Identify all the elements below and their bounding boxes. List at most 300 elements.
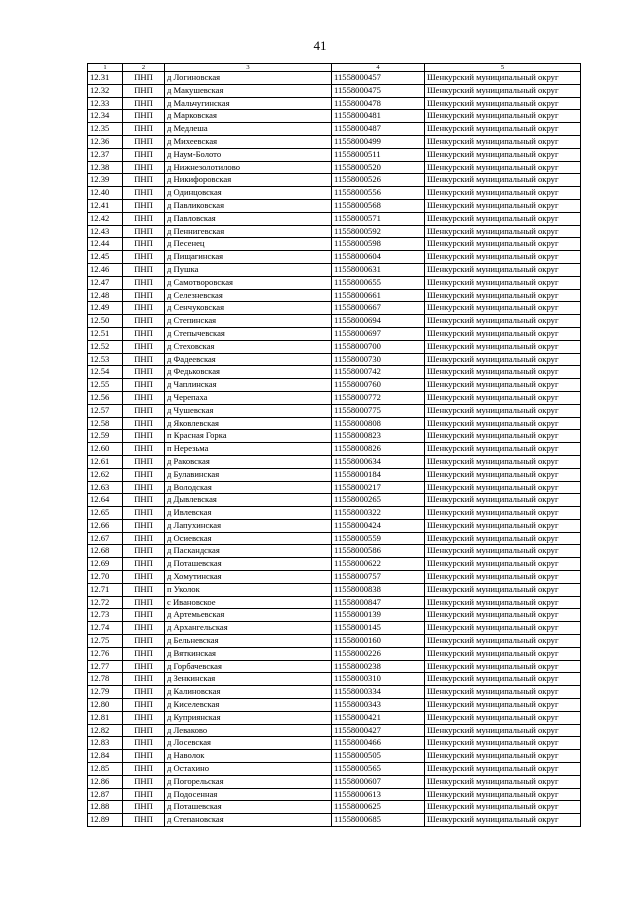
table-row: [88, 148, 581, 161]
settlement-type-cell: ПНП: [123, 545, 165, 558]
row-number-cell: 12.49: [88, 302, 123, 315]
oktmo-code-cell: 11558000775: [332, 404, 425, 417]
district-cell: Шенкурский муниципальный округ: [425, 148, 581, 161]
settlement-name-cell: д Поташевская: [165, 801, 332, 814]
settlement-name-cell: д Марковская: [165, 110, 332, 123]
oktmo-code-cell: 11558000823: [332, 430, 425, 443]
district-cell: Шенкурский муниципальный округ: [425, 187, 581, 200]
settlement-type-cell: ПНП: [123, 455, 165, 468]
settlement-type-cell: ПНП: [123, 443, 165, 456]
district-cell: Шенкурский муниципальный округ: [425, 84, 581, 97]
district-cell: Шенкурский муниципальный округ: [425, 135, 581, 148]
district-cell: Шенкурский муниципальный округ: [425, 353, 581, 366]
row-number-cell: 12.73: [88, 609, 123, 622]
oktmo-code-cell: 11558000604: [332, 251, 425, 264]
oktmo-code-cell: 11558000478: [332, 97, 425, 110]
settlement-type-cell: ПНП: [123, 468, 165, 481]
district-cell: Шенкурский муниципальный округ: [425, 225, 581, 238]
row-number-cell: 12.86: [88, 775, 123, 788]
oktmo-code-cell: 11558000343: [332, 699, 425, 712]
oktmo-code-cell: 11558000613: [332, 788, 425, 801]
district-cell: Шенкурский муниципальный округ: [425, 417, 581, 430]
district-cell: Шенкурский муниципальный округ: [425, 161, 581, 174]
settlement-type-cell: ПНП: [123, 212, 165, 225]
row-number-cell: 12.31: [88, 72, 123, 85]
table-row: [88, 558, 581, 571]
row-number-cell: 12.57: [88, 404, 123, 417]
district-cell: Шенкурский муниципальный округ: [425, 801, 581, 814]
row-number-cell: 12.69: [88, 558, 123, 571]
table-row: [88, 276, 581, 289]
settlement-type-cell: ПНП: [123, 174, 165, 187]
settlement-name-cell: д Наволок: [165, 750, 332, 763]
oktmo-code-cell: 11558000694: [332, 315, 425, 328]
district-cell: Шенкурский муниципальный округ: [425, 199, 581, 212]
settlement-type-cell: ПНП: [123, 788, 165, 801]
settlement-name-cell: д Лосевская: [165, 737, 332, 750]
district-cell: Шенкурский муниципальный округ: [425, 635, 581, 648]
oktmo-code-cell: 11558000571: [332, 212, 425, 225]
oktmo-code-cell: 11558000160: [332, 635, 425, 648]
row-number-cell: 12.67: [88, 532, 123, 545]
row-number-cell: 12.39: [88, 174, 123, 187]
settlement-type-cell: ПНП: [123, 571, 165, 584]
table-row: [88, 135, 581, 148]
settlement-name-cell: д Осиевская: [165, 532, 332, 545]
district-cell: Шенкурский муниципальный округ: [425, 302, 581, 315]
table-row: [88, 366, 581, 379]
settlement-type-cell: ПНП: [123, 507, 165, 520]
table-row: [88, 711, 581, 724]
oktmo-code-cell: 11558000760: [332, 379, 425, 392]
row-number-cell: 12.35: [88, 123, 123, 136]
row-number-cell: 12.65: [88, 507, 123, 520]
row-number-cell: 12.36: [88, 135, 123, 148]
table-row: [88, 353, 581, 366]
settlement-type-cell: ПНП: [123, 148, 165, 161]
oktmo-code-cell: 11558000661: [332, 289, 425, 302]
district-cell: Шенкурский муниципальный округ: [425, 455, 581, 468]
settlement-name-cell: д Артемьевская: [165, 609, 332, 622]
settlement-name-cell: д Леваково: [165, 724, 332, 737]
settlement-type-cell: ПНП: [123, 340, 165, 353]
settlement-type-cell: ПНП: [123, 763, 165, 776]
district-cell: Шенкурский муниципальный округ: [425, 212, 581, 225]
district-cell: Шенкурский муниципальный округ: [425, 110, 581, 123]
settlement-type-cell: ПНП: [123, 379, 165, 392]
settlement-name-cell: д Раковская: [165, 455, 332, 468]
settlement-name-cell: д Селезневская: [165, 289, 332, 302]
oktmo-code-cell: 11558000466: [332, 737, 425, 750]
table-row: [88, 289, 581, 302]
oktmo-code-cell: 11558000757: [332, 571, 425, 584]
settlement-name-cell: д Горбачевская: [165, 660, 332, 673]
oktmo-code-cell: 11558000421: [332, 711, 425, 724]
district-cell: Шенкурский муниципальный округ: [425, 750, 581, 763]
table-row: [88, 609, 581, 622]
district-cell: Шенкурский муниципальный округ: [425, 404, 581, 417]
table-row: [88, 801, 581, 814]
row-number-cell: 12.54: [88, 366, 123, 379]
oktmo-code-cell: 11558000526: [332, 174, 425, 187]
table-row: [88, 737, 581, 750]
district-cell: Шенкурский муниципальный округ: [425, 430, 581, 443]
row-number-cell: 12.64: [88, 494, 123, 507]
table-row: [88, 468, 581, 481]
settlement-name-cell: п Нерезьма: [165, 443, 332, 456]
table-row: [88, 238, 581, 251]
oktmo-code-cell: 11558000520: [332, 161, 425, 174]
table-row: [88, 571, 581, 584]
settlement-name-cell: п Красная Горка: [165, 430, 332, 443]
table-row: [88, 199, 581, 212]
district-cell: Шенкурский муниципальный округ: [425, 724, 581, 737]
table-row: [88, 123, 581, 136]
row-number-cell: 12.38: [88, 161, 123, 174]
settlement-type-cell: ПНП: [123, 187, 165, 200]
settlement-name-cell: д Лапухинская: [165, 519, 332, 532]
settlement-name-cell: д Подосенная: [165, 788, 332, 801]
row-number-cell: 12.66: [88, 519, 123, 532]
table-row: [88, 814, 581, 827]
row-number-cell: 12.84: [88, 750, 123, 763]
settlement-type-cell: ПНП: [123, 225, 165, 238]
row-number-cell: 12.76: [88, 647, 123, 660]
settlement-type-cell: ПНП: [123, 494, 165, 507]
settlement-type-cell: ПНП: [123, 481, 165, 494]
table-row: [88, 251, 581, 264]
oktmo-code-cell: 11558000481: [332, 110, 425, 123]
settlement-type-cell: ПНП: [123, 558, 165, 571]
row-number-cell: 12.88: [88, 801, 123, 814]
settlement-name-cell: д Логиновская: [165, 72, 332, 85]
row-number-cell: 12.32: [88, 84, 123, 97]
settlement-name-cell: д Булавинская: [165, 468, 332, 481]
table-row: [88, 788, 581, 801]
table-row: [88, 97, 581, 110]
settlement-type-cell: ПНП: [123, 123, 165, 136]
oktmo-code-cell: 11558000631: [332, 263, 425, 276]
oktmo-code-cell: 11558000424: [332, 519, 425, 532]
oktmo-code-cell: 11558000592: [332, 225, 425, 238]
table-row: [88, 724, 581, 737]
column-number: 5: [425, 64, 581, 72]
district-cell: Шенкурский муниципальный округ: [425, 123, 581, 136]
row-number-cell: 12.42: [88, 212, 123, 225]
row-number-cell: 12.47: [88, 276, 123, 289]
settlement-name-cell: д Степычевская: [165, 327, 332, 340]
table-body: [88, 72, 581, 827]
oktmo-code-cell: 11558000772: [332, 391, 425, 404]
district-cell: Шенкурский муниципальный округ: [425, 366, 581, 379]
table-row: [88, 622, 581, 635]
oktmo-code-cell: 11558000559: [332, 532, 425, 545]
district-cell: Шенкурский муниципальный округ: [425, 673, 581, 686]
settlement-name-cell: д Мальчугинская: [165, 97, 332, 110]
district-cell: Шенкурский муниципальный округ: [425, 763, 581, 776]
settlement-name-cell: д Киселевская: [165, 699, 332, 712]
settlement-type-cell: ПНП: [123, 289, 165, 302]
column-number: 1: [88, 64, 123, 72]
settlement-type-cell: ПНП: [123, 97, 165, 110]
table-row: [88, 481, 581, 494]
settlement-name-cell: д Самотворовская: [165, 276, 332, 289]
table-row: [88, 212, 581, 225]
oktmo-code-cell: 11558000568: [332, 199, 425, 212]
row-number-cell: 12.56: [88, 391, 123, 404]
settlement-name-cell: п Уколок: [165, 583, 332, 596]
row-number-cell: 12.34: [88, 110, 123, 123]
district-cell: Шенкурский муниципальный округ: [425, 263, 581, 276]
table-row: [88, 507, 581, 520]
row-number-cell: 12.80: [88, 699, 123, 712]
district-cell: Шенкурский муниципальный округ: [425, 571, 581, 584]
settlement-type-cell: ПНП: [123, 699, 165, 712]
settlement-type-cell: ПНП: [123, 391, 165, 404]
district-cell: Шенкурский муниципальный округ: [425, 72, 581, 85]
settlement-name-cell: д Пищагинская: [165, 251, 332, 264]
table-row: [88, 263, 581, 276]
table-row: [88, 315, 581, 328]
district-cell: Шенкурский муниципальный округ: [425, 788, 581, 801]
district-cell: Шенкурский муниципальный округ: [425, 507, 581, 520]
district-cell: Шенкурский муниципальный округ: [425, 532, 581, 545]
district-cell: Шенкурский муниципальный округ: [425, 583, 581, 596]
district-cell: Шенкурский муниципальный округ: [425, 737, 581, 750]
row-number-cell: 12.46: [88, 263, 123, 276]
settlement-type-cell: ПНП: [123, 635, 165, 648]
district-cell: Шенкурский муниципальный округ: [425, 494, 581, 507]
column-number: 2: [123, 64, 165, 72]
district-cell: Шенкурский муниципальный округ: [425, 775, 581, 788]
settlement-type-cell: ПНП: [123, 263, 165, 276]
oktmo-code-cell: 11558000322: [332, 507, 425, 520]
oktmo-code-cell: 11558000217: [332, 481, 425, 494]
oktmo-code-cell: 11558000565: [332, 763, 425, 776]
oktmo-code-cell: 11558000847: [332, 596, 425, 609]
settlement-name-cell: с Ивановское: [165, 596, 332, 609]
oktmo-code-cell: 11558000697: [332, 327, 425, 340]
oktmo-code-cell: 11558000634: [332, 455, 425, 468]
settlement-name-cell: д Куприянская: [165, 711, 332, 724]
district-cell: Шенкурский муниципальный округ: [425, 327, 581, 340]
oktmo-code-cell: 11558000334: [332, 686, 425, 699]
row-number-cell: 12.62: [88, 468, 123, 481]
row-number-cell: 12.41: [88, 199, 123, 212]
table-row: [88, 302, 581, 315]
table-row: [88, 532, 581, 545]
district-cell: Шенкурский муниципальный округ: [425, 481, 581, 494]
settlement-name-cell: д Степинская: [165, 315, 332, 328]
oktmo-code-cell: 11558000685: [332, 814, 425, 827]
row-number-cell: 12.59: [88, 430, 123, 443]
oktmo-code-cell: 11558000556: [332, 187, 425, 200]
settlement-name-cell: д Поташевская: [165, 558, 332, 571]
district-cell: Шенкурский муниципальный округ: [425, 647, 581, 660]
settlement-name-cell: д Дывлевская: [165, 494, 332, 507]
row-number-cell: 12.79: [88, 686, 123, 699]
settlement-type-cell: ПНП: [123, 315, 165, 328]
settlement-name-cell: д Чаплинская: [165, 379, 332, 392]
table-row: [88, 596, 581, 609]
column-number: 3: [165, 64, 332, 72]
settlement-type-cell: ПНП: [123, 135, 165, 148]
settlement-name-cell: д Ивлевская: [165, 507, 332, 520]
settlement-type-cell: ПНП: [123, 276, 165, 289]
row-number-cell: 12.78: [88, 673, 123, 686]
row-number-cell: 12.72: [88, 596, 123, 609]
settlement-name-cell: д Песенец: [165, 238, 332, 251]
district-cell: Шенкурский муниципальный округ: [425, 174, 581, 187]
settlement-type-cell: ПНП: [123, 647, 165, 660]
oktmo-code-cell: 11558000310: [332, 673, 425, 686]
settlement-name-cell: д Остахино: [165, 763, 332, 776]
table-row: [88, 647, 581, 660]
settlement-type-cell: ПНП: [123, 161, 165, 174]
settlement-type-cell: ПНП: [123, 737, 165, 750]
settlement-name-cell: д Калиновская: [165, 686, 332, 699]
settlement-name-cell: д Павловская: [165, 212, 332, 225]
district-cell: Шенкурский муниципальный округ: [425, 276, 581, 289]
settlement-name-cell: д Чушевская: [165, 404, 332, 417]
row-number-cell: 12.45: [88, 251, 123, 264]
table-row: [88, 379, 581, 392]
settlement-type-cell: ПНП: [123, 404, 165, 417]
row-number-cell: 12.87: [88, 788, 123, 801]
row-number-cell: 12.71: [88, 583, 123, 596]
row-number-cell: 12.89: [88, 814, 123, 827]
district-cell: Шенкурский муниципальный округ: [425, 558, 581, 571]
district-cell: Шенкурский муниципальный округ: [425, 711, 581, 724]
settlement-name-cell: д Фадеевская: [165, 353, 332, 366]
oktmo-code-cell: 11558000226: [332, 647, 425, 660]
oktmo-code-cell: 11558000184: [332, 468, 425, 481]
row-number-cell: 12.37: [88, 148, 123, 161]
district-cell: Шенкурский муниципальный округ: [425, 699, 581, 712]
row-number-cell: 12.40: [88, 187, 123, 200]
column-number: 4: [332, 64, 425, 72]
settlement-type-cell: ПНП: [123, 596, 165, 609]
settlement-name-cell: д Пушка: [165, 263, 332, 276]
oktmo-code-cell: 11558000505: [332, 750, 425, 763]
settlement-name-cell: д Никифоровская: [165, 174, 332, 187]
table-row: [88, 187, 581, 200]
table-row: [88, 174, 581, 187]
settlement-type-cell: ПНП: [123, 84, 165, 97]
settlement-type-cell: ПНП: [123, 583, 165, 596]
table-row: [88, 699, 581, 712]
table-row: [88, 417, 581, 430]
settlement-type-cell: ПНП: [123, 660, 165, 673]
row-number-cell: 12.74: [88, 622, 123, 635]
settlement-type-cell: ПНП: [123, 724, 165, 737]
oktmo-code-cell: 11558000598: [332, 238, 425, 251]
oktmo-code-cell: 11558000607: [332, 775, 425, 788]
settlement-type-cell: ПНП: [123, 711, 165, 724]
oktmo-code-cell: 11558000586: [332, 545, 425, 558]
settlement-type-cell: ПНП: [123, 327, 165, 340]
oktmo-code-cell: 11558000730: [332, 353, 425, 366]
district-cell: Шенкурский муниципальный округ: [425, 443, 581, 456]
district-cell: Шенкурский муниципальный округ: [425, 340, 581, 353]
settlement-name-cell: д Бельневская: [165, 635, 332, 648]
settlement-type-cell: ПНП: [123, 532, 165, 545]
settlement-name-cell: д Одинцовская: [165, 187, 332, 200]
settlement-name-cell: д Михеевская: [165, 135, 332, 148]
row-number-cell: 12.60: [88, 443, 123, 456]
district-cell: Шенкурский муниципальный округ: [425, 379, 581, 392]
oktmo-code-cell: 11558000622: [332, 558, 425, 571]
district-cell: Шенкурский муниципальный округ: [425, 391, 581, 404]
oktmo-code-cell: 11558000265: [332, 494, 425, 507]
column-number-row: [88, 64, 581, 72]
settlement-type-cell: ПНП: [123, 775, 165, 788]
settlement-name-cell: д Погорельская: [165, 775, 332, 788]
table-row: [88, 763, 581, 776]
settlement-type-cell: ПНП: [123, 673, 165, 686]
settlement-name-cell: д Макушевская: [165, 84, 332, 97]
table-row: [88, 327, 581, 340]
settlement-type-cell: ПНП: [123, 199, 165, 212]
district-cell: Шенкурский муниципальный округ: [425, 609, 581, 622]
oktmo-code-cell: 11558000838: [332, 583, 425, 596]
oktmo-code-cell: 11558000475: [332, 84, 425, 97]
settlement-name-cell: д Наум-Болото: [165, 148, 332, 161]
row-number-cell: 12.75: [88, 635, 123, 648]
oktmo-code-cell: 11558000499: [332, 135, 425, 148]
settlement-type-cell: ПНП: [123, 519, 165, 532]
district-cell: Шенкурский муниципальный округ: [425, 622, 581, 635]
row-number-cell: 12.77: [88, 660, 123, 673]
row-number-cell: 12.52: [88, 340, 123, 353]
table-row: [88, 635, 581, 648]
table-row: [88, 686, 581, 699]
table-row: [88, 494, 581, 507]
table-row: [88, 519, 581, 532]
district-cell: Шенкурский муниципальный округ: [425, 686, 581, 699]
settlement-type-cell: ПНП: [123, 110, 165, 123]
district-cell: Шенкурский муниципальный округ: [425, 545, 581, 558]
table-row: [88, 750, 581, 763]
page-number: 41: [313, 38, 327, 53]
table-row: [88, 225, 581, 238]
settlement-type-cell: ПНП: [123, 251, 165, 264]
settlement-type-cell: ПНП: [123, 801, 165, 814]
settlement-type-cell: ПНП: [123, 72, 165, 85]
settlement-type-cell: ПНП: [123, 750, 165, 763]
oktmo-code-cell: 11558000139: [332, 609, 425, 622]
row-number-cell: 12.58: [88, 417, 123, 430]
settlement-type-cell: ПНП: [123, 353, 165, 366]
settlement-name-cell: д Медлеша: [165, 123, 332, 136]
oktmo-code-cell: 11558000808: [332, 417, 425, 430]
row-number-cell: 12.63: [88, 481, 123, 494]
row-number-cell: 12.51: [88, 327, 123, 340]
settlement-name-cell: д Зенкинская: [165, 673, 332, 686]
settlement-name-cell: д Архангельская: [165, 622, 332, 635]
settlement-name-cell: д Черепаха: [165, 391, 332, 404]
row-number-cell: 12.61: [88, 455, 123, 468]
table-row: [88, 391, 581, 404]
settlement-type-cell: ПНП: [123, 814, 165, 827]
settlement-type-cell: ПНП: [123, 302, 165, 315]
table-row: [88, 72, 581, 85]
table-row: [88, 583, 581, 596]
row-number-cell: 12.83: [88, 737, 123, 750]
settlement-name-cell: д Яковлевская: [165, 417, 332, 430]
table-row: [88, 110, 581, 123]
settlement-name-cell: д Степановская: [165, 814, 332, 827]
